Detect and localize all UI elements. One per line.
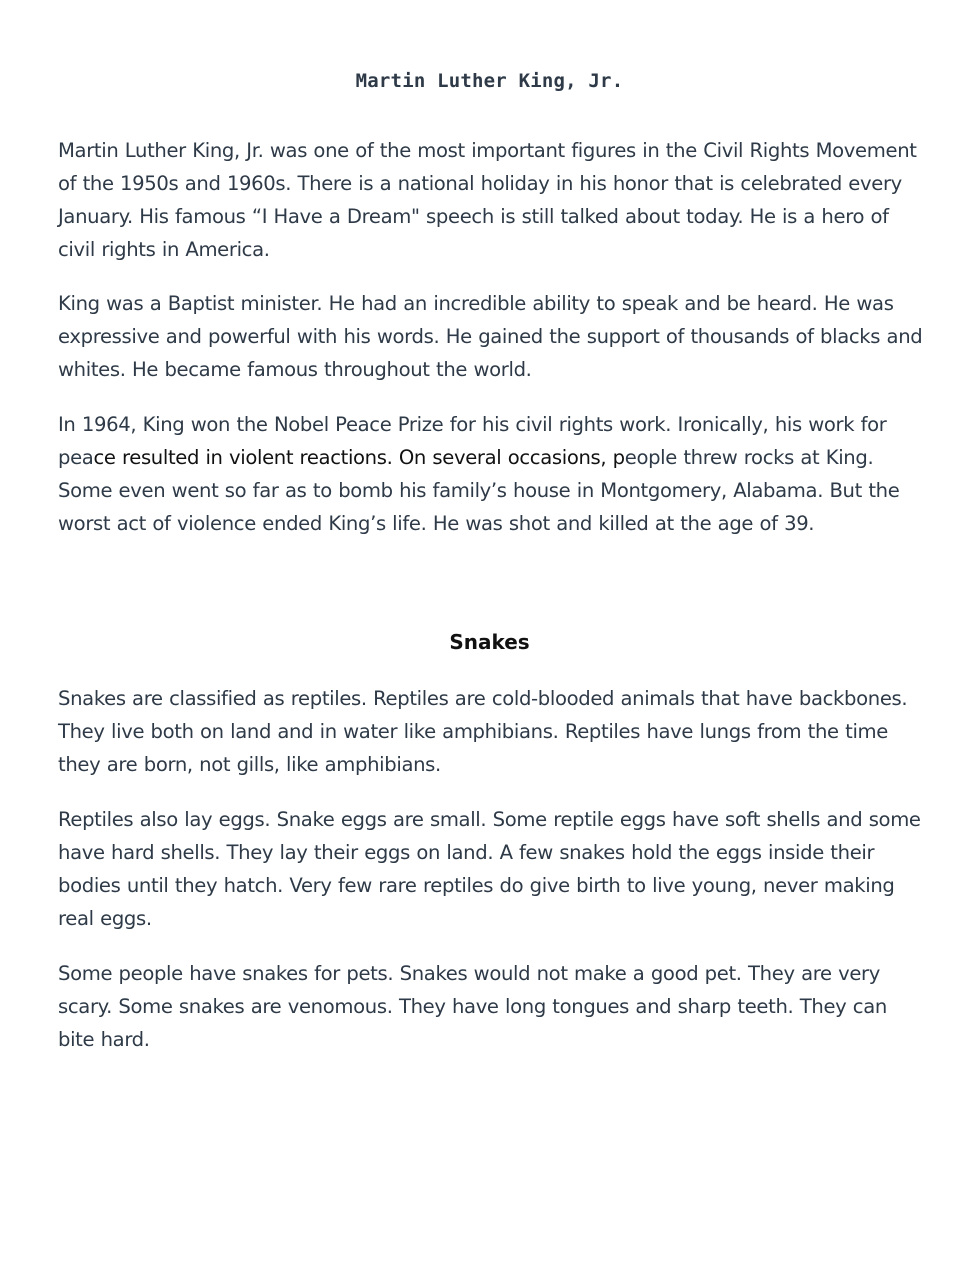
- mlk-paragraph-3-part-c: eople threw rocks at King. Some even went so far as to bomb his family’s house in Montgomery, Alabama. But the worst act of violence ended King’s life. He was shot and killed at the age of 39.: [58, 446, 900, 535]
- mlk-paragraph-1: Martin Luther King, Jr. was one of the most important figures in the Civil Rights Movement of the 1950s and 1960s. There is a national holiday in his honor that is celebrated every January. His famous “I Have a Dream" speech is still talked about today. He is a hero of civil rights in America.: [58, 139, 917, 261]
- snakes-paragraph-2: Reptiles also lay eggs. Snake eggs are small. Some reptile eggs have soft shells and some have hard shells. They lay their eggs on land. A few snakes hold the eggs inside their bodies until they hatch. Very few rare reptiles do give birth to live young, never making real eggs.: [58, 808, 921, 930]
- mlk-paragraph-3-part-b: ce resulted in violent reactions. On several occasions, p: [93, 446, 625, 469]
- snakes-paragraph-3: Some people have snakes for pets. Snakes would not make a good pet. They are very scary. Some snakes are venomous. They have long tongues and sharp teeth. They can bite hard.: [58, 962, 887, 1051]
- mlk-paragraph-3-part-a: In 1964, King won the Nobel Peace Prize for his civil rights work. Ironically, his work for pea: [58, 413, 887, 469]
- mlk-paragraph-2: King was a Baptist minister. He had an incredible ability to speak and be heard. He was expressive and powerful with his words. He gained the support of thousands of blacks and whites. He became famous throughout the world.: [58, 292, 923, 381]
- snakes-title: Snakes: [449, 630, 530, 654]
- mlk-paragraph-3: [58, 408, 928, 540]
- mlk-title: Martin Luther King, Jr.: [355, 70, 624, 92]
- snakes-paragraph-1: Snakes are classified as reptiles. Reptiles are cold-blooded animals that have backbones. They live both on land and in water like amphibians. Reptiles have lungs from the time they are born, not gills, like amphibians.: [58, 687, 908, 776]
